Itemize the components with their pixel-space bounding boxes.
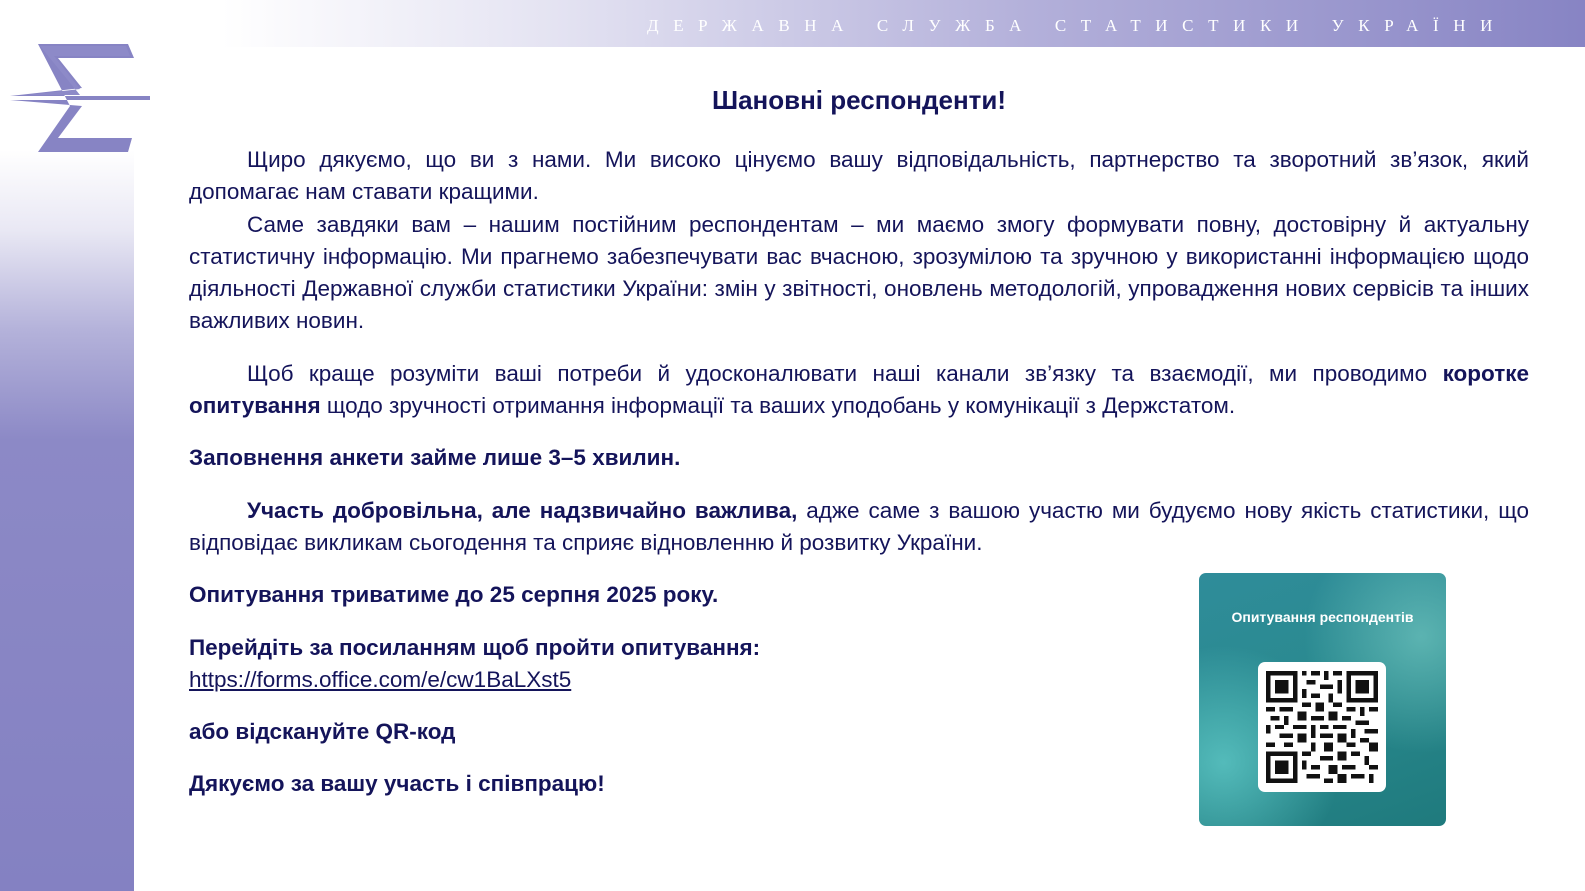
header-band [0,0,1585,47]
qr-prompt: або відскануйте QR-код [189,719,456,745]
link-intro: Перейдіть за посиланням щоб пройти опитування: [189,634,761,660]
ukrstat-logo-icon [10,44,152,156]
qr-code[interactable] [1258,662,1386,792]
paragraph-participation [189,495,1529,560]
duration-note: Заповнення анкети займе лише 3–5 хвилин. [189,445,681,471]
closing-text: Дякуємо за вашу участь і співпрацю! [189,771,605,797]
survey-link[interactable]: https://forms.office.com/e/cw1BaLXst5 [189,666,572,692]
paragraph-survey [189,358,1529,423]
survey-text-1: Щоб краще розуміти ваші потреби й удосконалювати наші канали зв’язку та взаємодії, ми проводимо [247,360,1443,386]
participation-rest: адже саме з вашою участю ми будуємо нову якість статистики, що відповідає викликам сьогодення та сприяє відновленню й розвитку України. [189,497,1529,555]
deadline-text: Опитування триватиме до 25 серпня 2025 року. [189,582,719,608]
participation-bold: Участь добровільна, але надзвичайно важлива, [247,497,798,523]
survey-text-bold: коротке опитування [189,360,1529,419]
survey-text-2: щодо зручності отримання інформації та ваших уподобань у комунікації з Держстатом. [320,393,1236,419]
qr-card [1199,573,1446,826]
paragraph-thanks: Щиро дякуємо, що ви з нами. Ми високо цінуємо вашу відповідальність, партнерство та зворотний зв’язок, який допомагає нам ставати кращими. [189,147,1529,205]
page-title: Шановні респонденти! [711,85,1007,115]
agency-name: ДЕРЖАВНА СЛУЖБА СТАТИСТИКИ УКРАЇНИ [647,16,1507,35]
paragraph-respondents: Саме завдяки вам – нашим постійним респондентам – ми маємо змогу формувати повну, достовірну й актуальну статистичну інформацію. Ми прагнемо забезпечувати вас вчасною, зрозумілою та зручною у використанні інформацією щодо діяльності Державної служби статистики України: змін у звітності, оновлень методологій, упровадження нових сервісів та інших важливих новин. [189,211,1529,334]
qr-code-icon [1266,670,1378,784]
qr-card-title: Опитування респондентів [1231,609,1414,625]
